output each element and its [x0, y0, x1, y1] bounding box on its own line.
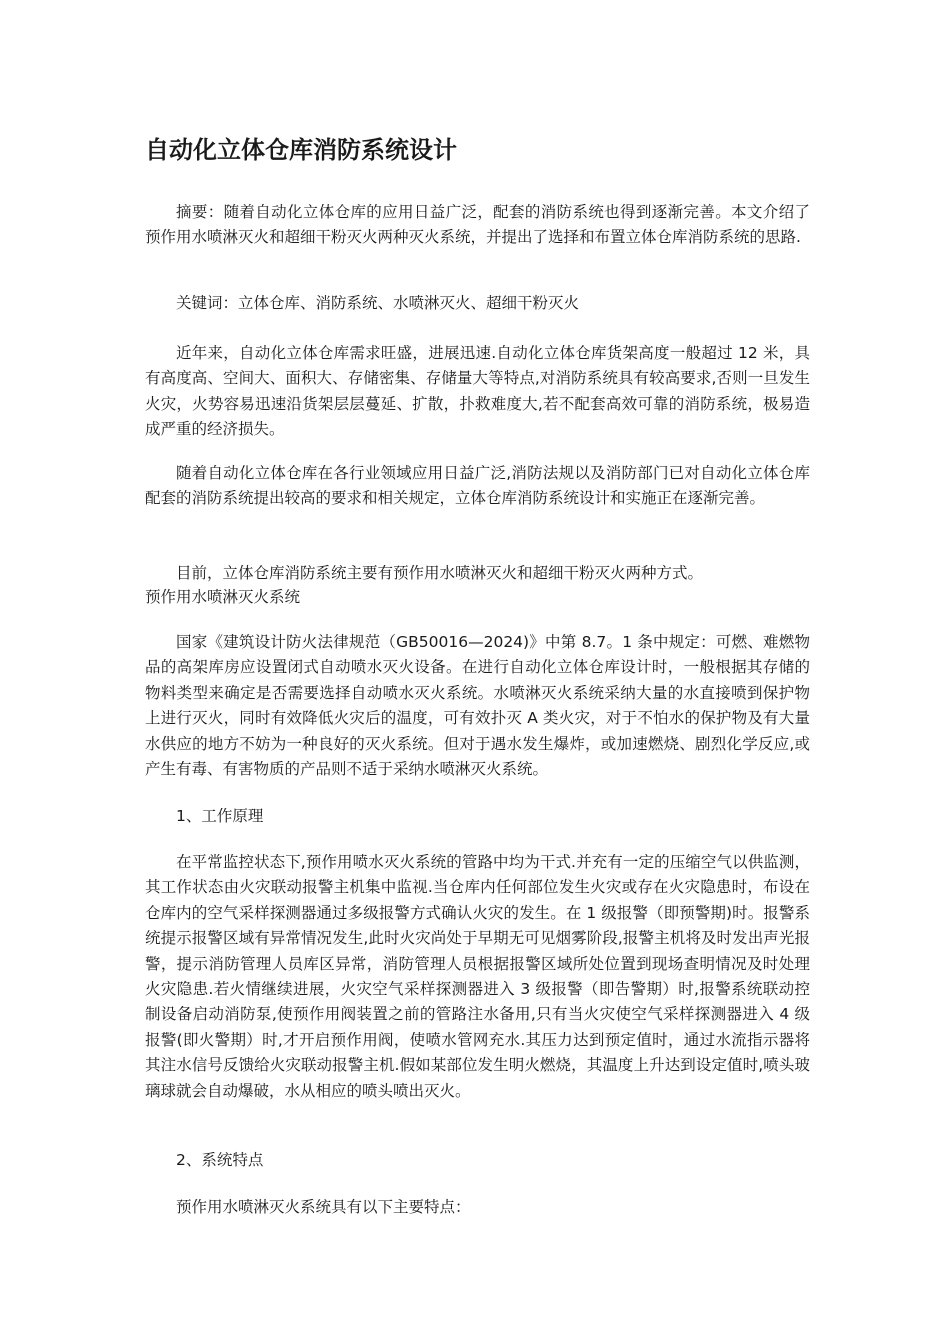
subsection-heading-2: 2、系统特点 — [176, 1151, 264, 1169]
standard-paragraph: 国家《建筑设计防火法律规范（GB50016—2024)》中第 8.7。1 条中规定：可燃、难燃物品的高架库房应设置闭式自动喷水灭火设备。在进行自动化立体仓库设计时，一般根据其存储的物料类型来确定是否需要选择自动喷水灭火系统。水喷淋灭火系统采纳大量的水直接喷到保护物上进行灭火，同时有效降低火灾后的温度，可有效扑灭 A 类火灾，对于不怕水的保护物及有大量水供应的地方不妨为一种良好的灭火系统。但对于遇水发生爆炸，或加速燃烧、剧烈化学反应,或产生有毒、有害物质的产品则不适于采纳水喷淋灭火系统。 — [145, 633, 810, 779]
page-title: 自动化立体仓库消防系统设计 — [145, 136, 457, 164]
abstract-paragraph: 摘要：随着自动化立体仓库的应用日益广泛，配套的消防系统也得到逐渐完善。本文介绍了预作用水喷淋灭火和超细干粉灭火两种灭火系统，并提出了选择和布置立体仓库消防系统的思路. — [145, 203, 810, 247]
features-paragraph: 预作用水喷淋灭火系统具有以下主要特点： — [176, 1198, 471, 1216]
intro-paragraph-2: 随着自动化立体仓库在各行业领域应用日益广泛,消防法规以及消防部门已对自动化立体仓库配套的消防系统提出较高的要求和相关规定，立体仓库消防系统设计和实施正在逐渐完善。 — [145, 464, 810, 508]
section-heading: 预作用水喷淋灭火系统 — [145, 588, 301, 606]
intro-paragraph-1: 近年来，自动化立体仓库需求旺盛，进展迅速.自动化立体仓库货架高度一般超过 12 米，具有高度高、空间大、面积大、存储密集、存储量大等特点,对消防系统具有较高要求,否则一旦发生火灾，火势容易迅速沿货架层层蔓延、扩散，扑救难度大,若不配套高效可靠的消防系统，极易造成严重的经济损失。 — [145, 344, 810, 439]
principle-paragraph: 在平常监控状态下,预作用喷水灭火系统的管路中均为干式.并充有一定的压缩空气以供监测，其工作状态由火灾联动报警主机集中监视.当仓库内任何部位发生火灾或存在火灾隐患时，布设在仓库内的空气采样探测器通过多级报警方式确认火灾的发生。在 1 级报警（即预警期)时。报警系统提示报警区域有异常情况发生,此时火灾尚处于早期无可见烟雾阶段,报警主机将及时发出声光报警，提示消防管理人员库区异常，消防管理人员根据报警区域所处位置到现场查明情况及时处理火灾隐患.若火情继续进展，火灾空气采样探测器进入 3 级报警（即告警期）时,报警系统联动控制设备启动消防泵,使预作用阀装置之前的管路注水备用,只有当火灾使空气采样探测器进入 4 级报警(即火警期）时,才开启预作用阀，使喷水管网充水.其压力达到预定值时，通过水流指示器将其注水信号反馈给火灾联动报警主机.假如某部位发生明火燃烧，其温度上升达到设定值时,喷头玻璃球就会自动爆破，水从相应的喷头喷出灭火。 — [145, 853, 810, 1100]
subsection-heading-1: 1、工作原理 — [176, 807, 264, 825]
keywords-paragraph: 关键词：立体仓库、消防系统、水喷淋灭火、超细干粉灭火 — [176, 294, 580, 312]
intro-paragraph-3: 目前，立体仓库消防系统主要有预作用水喷淋灭火和超细干粉灭火两种方式。 — [176, 564, 704, 582]
